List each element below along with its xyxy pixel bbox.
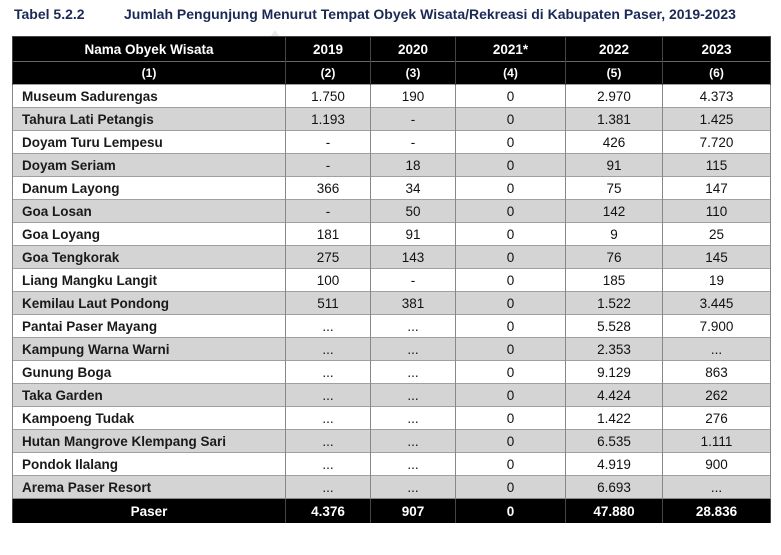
row-value: 185 bbox=[566, 269, 663, 292]
row-value: 0 bbox=[456, 361, 566, 384]
row-value: 275 bbox=[286, 246, 371, 269]
row-name: Goa Losan bbox=[13, 200, 286, 223]
row-value: 4.424 bbox=[566, 384, 663, 407]
visitors-table bbox=[12, 36, 771, 523]
row-value: - bbox=[286, 131, 371, 154]
row-value: 91 bbox=[371, 223, 456, 246]
row-value: ... bbox=[286, 384, 371, 407]
row-value: ... bbox=[371, 384, 456, 407]
row-value: 900 bbox=[663, 453, 771, 476]
row-name: Kampoeng Tudak bbox=[13, 407, 286, 430]
total-cell: 4.376 bbox=[286, 499, 371, 524]
row-value: 0 bbox=[456, 476, 566, 499]
col-header-name: Nama Obyek Wisata bbox=[13, 37, 286, 62]
row-name: Goa Loyang bbox=[13, 223, 286, 246]
col-header-year: 2022 bbox=[566, 37, 663, 62]
col-header-year: 2019 bbox=[286, 37, 371, 62]
table-row bbox=[13, 407, 771, 430]
row-value: ... bbox=[286, 338, 371, 361]
row-value: ... bbox=[663, 338, 771, 361]
row-name: Pantai Paser Mayang bbox=[13, 315, 286, 338]
row-value: 1.381 bbox=[566, 108, 663, 131]
row-name: Danum Layong bbox=[13, 177, 286, 200]
row-value: 0 bbox=[456, 223, 566, 246]
row-value: 1.111 bbox=[663, 430, 771, 453]
total-cell: 47.880 bbox=[566, 499, 663, 524]
table-row bbox=[13, 292, 771, 315]
row-value: 0 bbox=[456, 430, 566, 453]
row-value: 50 bbox=[371, 200, 456, 223]
row-name: Pondok Ilalang bbox=[13, 453, 286, 476]
row-value: - bbox=[371, 269, 456, 292]
row-value: 3.445 bbox=[663, 292, 771, 315]
row-value: 145 bbox=[663, 246, 771, 269]
row-value: 0 bbox=[456, 407, 566, 430]
row-value: 76 bbox=[566, 246, 663, 269]
row-value: 34 bbox=[371, 177, 456, 200]
col-header-year: 2021* bbox=[456, 37, 566, 62]
row-value: 143 bbox=[371, 246, 456, 269]
table-caption: Jumlah Pengunjung Menurut Tempat Obyek Wisata/Rekreasi di Kabupaten Paser, 2019-2023 bbox=[124, 6, 736, 22]
row-value: ... bbox=[371, 476, 456, 499]
row-name: Hutan Mangrove Klempang Sari bbox=[13, 430, 286, 453]
row-value: 5.528 bbox=[566, 315, 663, 338]
row-value: - bbox=[286, 200, 371, 223]
row-value: 0 bbox=[456, 131, 566, 154]
row-value: 0 bbox=[456, 200, 566, 223]
total-cell: 28.836 bbox=[663, 499, 771, 524]
col-number: (4) bbox=[456, 62, 566, 85]
row-value: ... bbox=[371, 315, 456, 338]
table-row bbox=[13, 430, 771, 453]
table-row bbox=[13, 200, 771, 223]
row-value: ... bbox=[371, 407, 456, 430]
table-row bbox=[13, 338, 771, 361]
table-row bbox=[13, 315, 771, 338]
row-value: 0 bbox=[456, 292, 566, 315]
row-value: 0 bbox=[456, 269, 566, 292]
row-value: 91 bbox=[566, 154, 663, 177]
row-value: 381 bbox=[371, 292, 456, 315]
table-body bbox=[13, 85, 771, 499]
table-row bbox=[13, 361, 771, 384]
row-name: Tahura Lati Petangis bbox=[13, 108, 286, 131]
row-value: 75 bbox=[566, 177, 663, 200]
row-value: 2.970 bbox=[566, 85, 663, 108]
col-number: (5) bbox=[566, 62, 663, 85]
row-value: 181 bbox=[286, 223, 371, 246]
row-value: 190 bbox=[371, 85, 456, 108]
row-value: 2.353 bbox=[566, 338, 663, 361]
row-value: 1.750 bbox=[286, 85, 371, 108]
col-header-year: 2023 bbox=[663, 37, 771, 62]
row-value: 115 bbox=[663, 154, 771, 177]
row-value: ... bbox=[371, 430, 456, 453]
row-value: 1.193 bbox=[286, 108, 371, 131]
col-number: (1) bbox=[13, 62, 286, 85]
row-value: ... bbox=[286, 407, 371, 430]
row-value: ... bbox=[663, 476, 771, 499]
total-label: Paser bbox=[13, 499, 286, 524]
table-row bbox=[13, 269, 771, 292]
row-value: 6.535 bbox=[566, 430, 663, 453]
row-value: 0 bbox=[456, 154, 566, 177]
table-row bbox=[13, 246, 771, 269]
row-value: 366 bbox=[286, 177, 371, 200]
row-value: 0 bbox=[456, 108, 566, 131]
row-name: Taka Garden bbox=[13, 384, 286, 407]
table-row bbox=[13, 223, 771, 246]
row-value: 426 bbox=[566, 131, 663, 154]
row-value: 0 bbox=[456, 177, 566, 200]
table-row bbox=[13, 177, 771, 200]
row-value: ... bbox=[371, 338, 456, 361]
row-value: - bbox=[371, 131, 456, 154]
row-value: 18 bbox=[371, 154, 456, 177]
row-value: 1.422 bbox=[566, 407, 663, 430]
row-value: 25 bbox=[663, 223, 771, 246]
row-value: 4.373 bbox=[663, 85, 771, 108]
row-value: 863 bbox=[663, 361, 771, 384]
row-name: Arema Paser Resort bbox=[13, 476, 286, 499]
table-row bbox=[13, 85, 771, 108]
row-name: Doyam Seriam bbox=[13, 154, 286, 177]
row-name: Kampung Warna Warni bbox=[13, 338, 286, 361]
row-name: Gunung Boga bbox=[13, 361, 286, 384]
table-row bbox=[13, 476, 771, 499]
table-row bbox=[13, 154, 771, 177]
row-value: ... bbox=[286, 453, 371, 476]
row-value: ... bbox=[286, 315, 371, 338]
col-number: (3) bbox=[371, 62, 456, 85]
row-value: 0 bbox=[456, 453, 566, 476]
col-number: (2) bbox=[286, 62, 371, 85]
row-value: 110 bbox=[663, 200, 771, 223]
row-value: 511 bbox=[286, 292, 371, 315]
row-value: ... bbox=[371, 361, 456, 384]
column-number-row bbox=[13, 62, 771, 85]
row-value: ... bbox=[286, 361, 371, 384]
row-value: 1.425 bbox=[663, 108, 771, 131]
row-value: 147 bbox=[663, 177, 771, 200]
row-value: ... bbox=[286, 430, 371, 453]
header-row bbox=[13, 37, 771, 62]
table-row bbox=[13, 131, 771, 154]
row-name: Kemilau Laut Pondong bbox=[13, 292, 286, 315]
row-value: 276 bbox=[663, 407, 771, 430]
row-name: Liang Mangku Langit bbox=[13, 269, 286, 292]
row-value: 262 bbox=[663, 384, 771, 407]
table-row bbox=[13, 453, 771, 476]
table-row bbox=[13, 384, 771, 407]
row-value: 0 bbox=[456, 85, 566, 108]
row-value: 142 bbox=[566, 200, 663, 223]
row-value: 7.900 bbox=[663, 315, 771, 338]
col-header-year: 2020 bbox=[371, 37, 456, 62]
total-cell: 0 bbox=[456, 499, 566, 524]
row-value: 100 bbox=[286, 269, 371, 292]
row-name: Doyam Turu Lempesu bbox=[13, 131, 286, 154]
row-value: ... bbox=[286, 476, 371, 499]
total-cell: 907 bbox=[371, 499, 456, 524]
row-value: 7.720 bbox=[663, 131, 771, 154]
row-value: - bbox=[286, 154, 371, 177]
table-row bbox=[13, 108, 771, 131]
row-name: Museum Sadurengas bbox=[13, 85, 286, 108]
total-row bbox=[13, 499, 771, 524]
row-value: 9 bbox=[566, 223, 663, 246]
row-value: 0 bbox=[456, 315, 566, 338]
row-value: 0 bbox=[456, 246, 566, 269]
table-title bbox=[14, 6, 736, 22]
row-value: 9.129 bbox=[566, 361, 663, 384]
row-name: Goa Tengkorak bbox=[13, 246, 286, 269]
row-value: 19 bbox=[663, 269, 771, 292]
row-value: 6.693 bbox=[566, 476, 663, 499]
row-value: 4.919 bbox=[566, 453, 663, 476]
row-value: ... bbox=[371, 453, 456, 476]
col-number: (6) bbox=[663, 62, 771, 85]
row-value: 0 bbox=[456, 384, 566, 407]
table-number: Tabel 5.2.2 bbox=[14, 6, 85, 22]
row-value: 1.522 bbox=[566, 292, 663, 315]
row-value: 0 bbox=[456, 338, 566, 361]
row-value: - bbox=[371, 108, 456, 131]
